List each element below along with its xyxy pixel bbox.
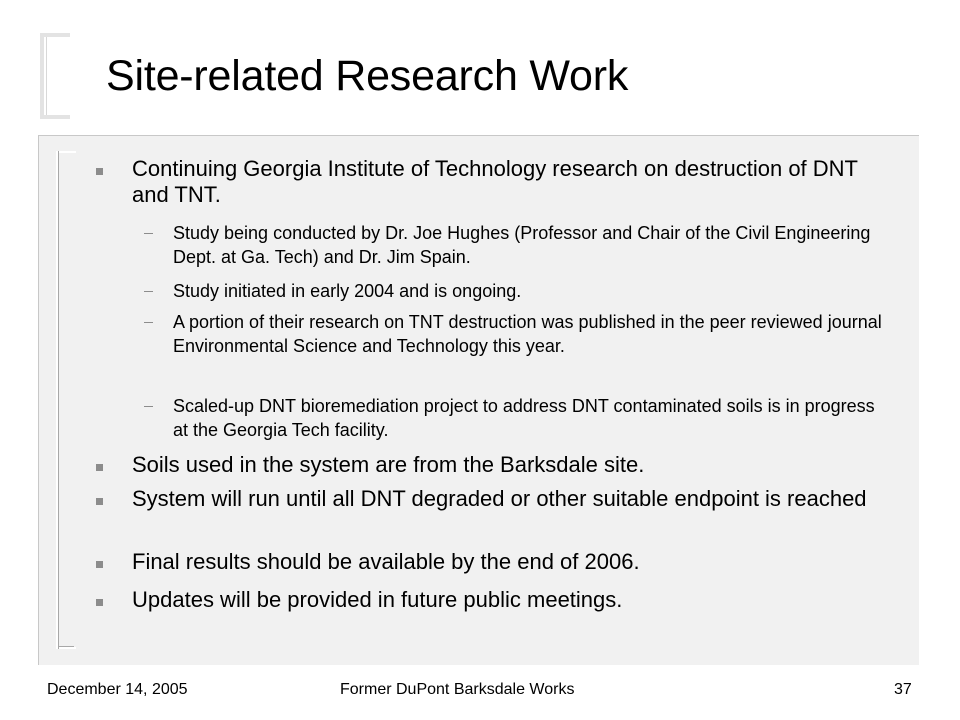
sub-bullet-text: Study being conducted by Dr. Joe Hughes (Professor and Chair of the Civil Engineering Dept. at Ga. Tech) and Dr. Jim Spain. (173, 223, 871, 267)
content-bracket-decoration (56, 151, 76, 649)
bullet-text: Soils used in the system are from the Barksdale site. (132, 452, 645, 477)
square-bullet-icon (96, 168, 103, 175)
sub-bullet-item (173, 279, 893, 303)
sub-bullet-text: Scaled-up DNT bioremediation project to address DNT contaminated soils is in progress at the Georgia Tech facility. (173, 396, 875, 440)
content-bracket-line (58, 151, 59, 649)
dash-bullet-icon (144, 291, 153, 292)
dash-bullet-icon (144, 322, 153, 323)
bullet-text: Final results should be available by the end of 2006. (132, 549, 640, 574)
bullet-item (132, 452, 892, 478)
sub-bullet-item (173, 221, 893, 269)
bullet-item (132, 156, 872, 208)
dash-bullet-icon (144, 406, 153, 407)
slide-title: Site-related Research Work (106, 52, 629, 100)
square-bullet-icon (96, 498, 103, 505)
footer-date: December 14, 2005 (47, 681, 188, 698)
square-bullet-icon (96, 599, 103, 606)
sub-bullet-text: A portion of their research on TNT destruction was published in the peer reviewed journal Environmental Science and Technology this year. (173, 312, 882, 356)
content-bracket-foot (58, 646, 74, 647)
bullet-item (132, 549, 892, 575)
title-bracket-decoration (40, 33, 70, 119)
sub-bullet-text: Study initiated in early 2004 and is ongoing. (173, 281, 522, 301)
square-bullet-icon (96, 561, 103, 568)
bullet-item (132, 486, 907, 512)
footer-title: Former DuPont Barksdale Works (340, 681, 575, 698)
bullet-text: System will run until all DNT degraded or other suitable endpoint is reached (132, 486, 867, 511)
square-bullet-icon (96, 464, 103, 471)
bullet-item (132, 587, 892, 613)
bullet-text: Updates will be provided in future public meetings. (132, 587, 623, 612)
sub-bullet-item (173, 310, 893, 358)
bullet-text: Continuing Georgia Institute of Technology research on destruction of DNT and TNT. (132, 156, 858, 207)
dash-bullet-icon (144, 233, 153, 234)
sub-bullet-item (173, 394, 893, 442)
slide-number: 37 (894, 681, 912, 698)
